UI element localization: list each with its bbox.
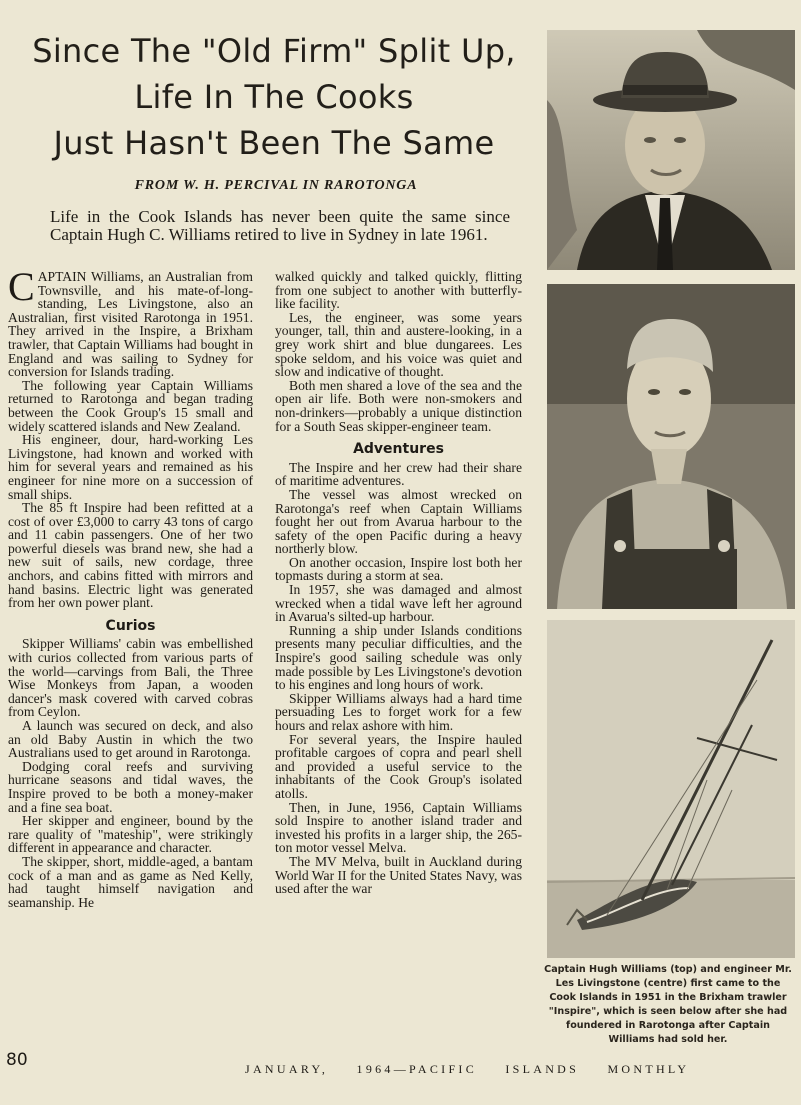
- article-column-1: [8, 264, 253, 910]
- paragraph: The Inspire and her crew had their share of maritime adventures.: [275, 459, 522, 489]
- paragraph: The 85 ft Inspire had been refitted at a cost of over £3,000 to carry 43 tons of cargo and 11 cabin passengers. One of her two powerful diesels was brand new, she had a new suit of sails, new cordage, three anchors, and cabins fitted with mirrors and hand basins. Electric light was generated from her own power plant.: [8, 500, 253, 611]
- paragraph: Her skipper and engineer, bound by the rare quality of "mateship", were strikingly different in appearance and character.: [8, 813, 253, 856]
- intro-paragraph: Life in the Cook Islands has never been quite the same since Captain Hugh C. Williams retired to live in Sydney in late 1961.: [50, 207, 510, 244]
- photo-captain-williams: [547, 30, 795, 270]
- footer-islands: ISLANDS: [505, 1062, 580, 1076]
- page-footer: [245, 1062, 795, 1077]
- photo-caption: Captain Hugh Williams (top) and engineer Mr. Les Livingstone (centre) first came to the Cook Islands in 1951 in the Brixham trawler "Inspire", which is seen below after she had foundered in Rarotonga after Captain Williams had sold her.: [544, 964, 792, 1045]
- footer-monthly: MONTHLY: [607, 1062, 690, 1076]
- paragraph: For several years, the Inspire hauled profitable cargoes of copra and pearl shell and provided a useful service to the inhabitants of the Cook Group's isolated atolls.: [275, 731, 522, 801]
- paragraph: CAPTAIN Williams, an Australian from Townsville, and his mate-of-long-standing, Les Livingstone, also an Australian, first visited Rarotonga in 1951. They arrived in the Inspire, a Brixham trawler, that Captain Williams had bought in England and was sailing to Sydney for conversion for Islands trading.: [8, 264, 253, 380]
- headline-line-1: Since The "Old Firm" Split Up,: [32, 32, 516, 70]
- subhead-adventures: Adventures: [353, 441, 444, 458]
- photo-les-livingstone: [547, 284, 795, 609]
- paragraph: On another occasion, Inspire lost both her topmasts during a storm at sea.: [275, 554, 522, 584]
- paragraph: His engineer, dour, hard-working Les Livingstone, had known and worked with him for several years and remained as his engineer for nine more on a succession of small ships.: [8, 432, 253, 502]
- subhead-curios: Curios: [105, 617, 156, 634]
- article-column-2: [275, 270, 522, 896]
- paragraph: Skipper Williams' cabin was embellished with curios collected from various parts of the world—carvings from Bali, the Three Wise Monkeys from Japan, a wooden dancer's mask covered with carved cobras from Ceylon.: [8, 636, 253, 720]
- footer-month: JANUARY,: [245, 1062, 329, 1076]
- paragraph: The MV Melva, built in Auckland during World War II for the United States Navy, was used after the war: [275, 853, 522, 897]
- paragraph: Les, the engineer, was some years younger, tall, thin and austere-looking, in a grey work shirt and blue dungarees. Les spoke seldom, and his voice was quiet and slow and indicative of thought.: [275, 309, 522, 380]
- paragraph: The vessel was almost wrecked on Rarotonga's reef when Captain Williams fought her out from Avarua harbour to the safety of the open Pacific during a heavy northerly blow.: [275, 486, 522, 557]
- paragraph: Dodging coral reefs and surviving hurricane seasons and tidal waves, the Inspire proved to be both a money-maker and a fine sea boat.: [8, 758, 253, 815]
- paragraph: The following year Captain Williams returned to Rarotonga and began trading between the Cook Group's 15 small and widely scattered islands and New Zealand.: [8, 377, 253, 434]
- paragraph: Running a ship under Islands conditions presents many peculiar difficulties, and the Inspire's good sailing schedule was only made possible by Les Livingstone's devotion to his engines and long hours of work.: [275, 622, 522, 693]
- paragraph: Skipper Williams always had a hard time persuading Les to forget work for a few hours and relax ashore with him.: [275, 690, 522, 733]
- paragraph: The skipper, short, middle-aged, a bantam cock of a man and as game as Ned Kelly, had taught himself navigation and seamanship. He: [8, 853, 253, 910]
- headline-line-2: Life In The Cooks: [134, 78, 414, 116]
- paragraph: Both men shared a love of the sea and the open air life. Both were non-smokers and non-drinkers—probably a unique distinction for a South Seas skipper-engineer team.: [275, 377, 522, 434]
- headline-line-3: Just Hasn't Been The Same: [53, 124, 495, 162]
- page-number: 80: [6, 1050, 28, 1070]
- headline: [8, 28, 540, 166]
- paragraph: A launch was secured on deck, and also an old Baby Austin in which the two Australians used to get around in Rarotonga.: [8, 718, 253, 761]
- footer-year-publication: 1964—PACIFIC: [356, 1062, 478, 1076]
- paragraph: Then, in June, 1956, Captain Williams sold Inspire to another island trader and invested his profits in a larger ship, the 265-ton motor vessel Melva.: [275, 799, 522, 856]
- paragraph: In 1957, she was damaged and almost wrecked when a tidal wave left her aground in Avarua's silted-up harbour.: [275, 582, 522, 625]
- drop-cap: C: [8, 264, 35, 309]
- photo-inspire-trawler: [547, 620, 795, 958]
- byline: FROM W. H. PERCIVAL IN RAROTONGA: [134, 178, 418, 193]
- paragraph: walked quickly and talked quickly, flitting from one subject to another with butterfly-like facility.: [275, 269, 522, 312]
